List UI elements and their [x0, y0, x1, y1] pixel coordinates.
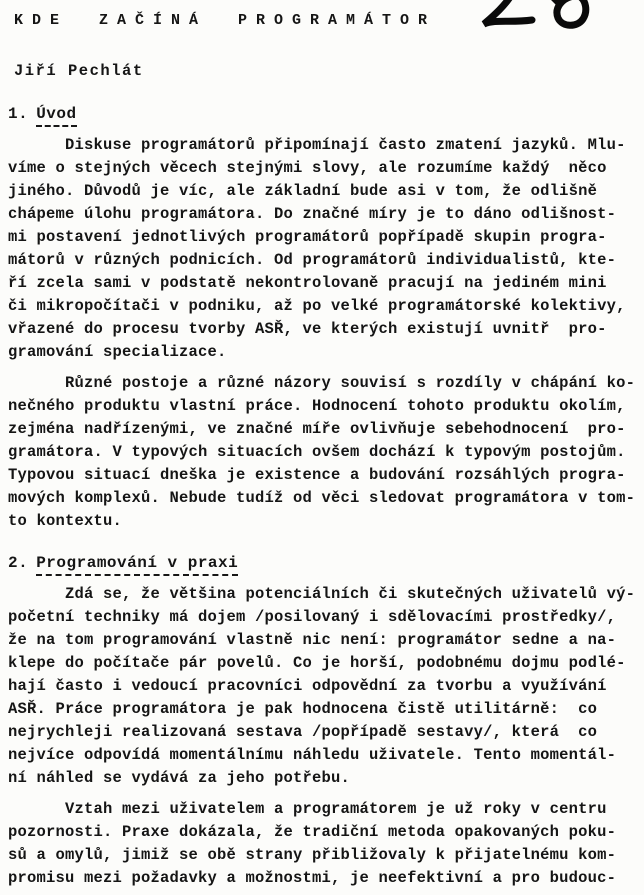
text-line: nejvíce odpovídá momentálnímu náhledu uživatele. Tento momentál- — [8, 746, 617, 764]
heading-text: Úvod — [36, 105, 76, 127]
heading-number: 1. — [8, 105, 29, 123]
text-line: jiného. Důvodů je víc, ale základní bude asi v tom, že odlišně — [8, 182, 598, 200]
text-line: pozornosti. Praxe dokázala, že tradiční metoda opakovaných poku- — [8, 823, 617, 841]
text-line: Diskuse programátorů připomínají často zmatení jazyků. Mlu- — [8, 136, 626, 154]
text-line: promisu mezi požadavky a možnostmi, je neefektivní a pro budouc- — [8, 869, 617, 887]
text-line: ní náhled se vydává za jeho potřebu. — [8, 769, 351, 787]
text-line: víme o stejných věcech stejnými slovy, ale rozumíme každý něco — [8, 159, 607, 177]
text-line: nejrychleji realizovaná sestava /popřípadě sestavy/, která co — [8, 723, 598, 741]
text-line: sů a omylů, jimiž se obě strany přibližovaly k přijatelnému kom- — [8, 846, 617, 864]
text-line: Zdá se, že většina potenciálních či skutečných uživatelů vý- — [8, 585, 636, 603]
heading-number: 2. — [8, 554, 29, 572]
text-line: mátorů v různých podnicích. Od programátorů individualistů, kte- — [8, 251, 617, 269]
text-line: vřazené do procesu tvorby ASŘ, ve kterých existují uvnitř pro- — [8, 320, 607, 338]
document-body — [8, 105, 640, 890]
heading-text: Programování v praxi — [36, 554, 238, 576]
section-heading-2 — [8, 554, 640, 576]
author-name: Jiří Pechlát — [14, 62, 144, 80]
paragraph — [8, 134, 640, 364]
text-line: chápeme úlohu programátora. Do značné míry je to dáno odlišnost- — [8, 205, 617, 223]
text-line: ASŘ. Práce programátora je pak hodnocena čistě utilitárně: co — [8, 700, 598, 718]
text-line: či mikropočítači v podniku, až po velké programátorské kolektivy, — [8, 297, 626, 315]
text-line: mových komplexů. Nebude tudíž od věci sledovat programátora v tom- — [8, 489, 636, 507]
text-line: gramátora. V typových situacích ovšem dochází k typovým postojům. — [8, 443, 626, 461]
text-line: Typovou situací dneška je existence a budování rozsáhlých progra- — [8, 466, 626, 484]
text-line: to kontextu. — [8, 512, 123, 530]
page-title: KDE ZAČÍNÁ PROGRAMÁTOR — [14, 12, 437, 29]
text-line: mi postavení jednotlivých programátorů popřípadě skupin progra- — [8, 228, 607, 246]
text-line: početní techniky má dojem /posilovaný i sdělovacími prostředky/, — [8, 608, 617, 626]
text-line: Vztah mezi uživatelem a programátorem je už roky v centru — [8, 800, 607, 818]
text-line: ří zcela sami v podstatě nekontrolovaně pracují na jediném mini — [8, 274, 607, 292]
section-heading-1 — [8, 105, 640, 127]
text-line: hají často i vedoucí pracovníci odpovědní za tvorbu a využívání — [8, 677, 607, 695]
paragraph — [8, 798, 640, 890]
text-line: zejména nadřízenými, ve značné míře ovlivňuje sebehodnocení pro- — [8, 420, 626, 438]
text-line: gramování specializace. — [8, 343, 227, 361]
paragraph — [8, 372, 640, 533]
text-line: Různé postoje a různé názory souvisí s rozdíly v chápání ko- — [8, 374, 636, 392]
text-line: klepe do počítače pár povelů. Co je horší, podobnému dojmu podlé- — [8, 654, 626, 672]
handwritten-mark — [478, 0, 610, 34]
text-line: nečného produktu vlastní práce. Hodnocení tohoto produktu okolím, — [8, 397, 626, 415]
text-line: že na tom programování vlastně nic není: programátor sedne a na- — [8, 631, 617, 649]
paragraph — [8, 583, 640, 790]
